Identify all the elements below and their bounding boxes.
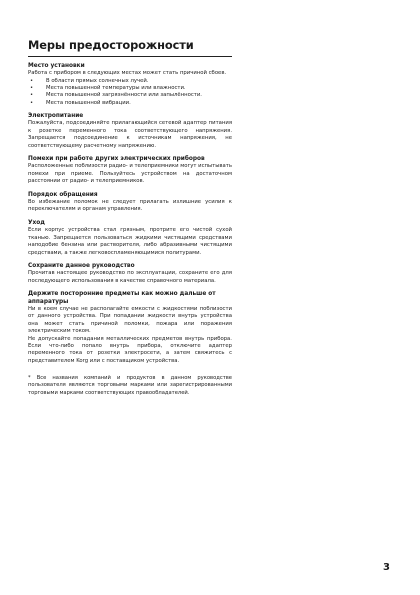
section-keep-manual xyxy=(28,263,232,285)
title-rule xyxy=(28,56,232,57)
page-number: 3 xyxy=(383,562,390,573)
manual-page xyxy=(28,38,232,402)
section-foreign-objects xyxy=(28,291,232,365)
section-text: Пожалуйста, подсоединяйте прилагающийся сетевой адаптер питания к розетке переменного тока соответствующего напряжения. Запрещается подсоединение к источникам напряжения, не соответствующему расчетному напряжению. xyxy=(28,120,232,149)
section-text: Во избежание поломок не следует прилагать излишние усилия к переключателям и органам управления. xyxy=(28,199,232,213)
section-text: Работа с прибором в следующих местах может стать причиной сбоев. xyxy=(28,70,227,77)
section-text: Расположенные поблизости радио- и телеприемники могут испытывать помехи при приеме. Пользуйтесь устройством на достаточном расстоянии от радио- и телеприемников. xyxy=(28,163,232,185)
list-item: • Места повышенной температуры или влажности. xyxy=(28,85,232,92)
section-power xyxy=(28,113,232,150)
section-text: Если корпус устройства стал грязным, протрите его чистой сухой тканью. Запрещается пользоваться жидкими чистящими средствами наподобие бензина или растворителя, либо абразивными чистящими средствами, а также легковоспламеняющимися политурами. xyxy=(28,227,232,256)
section-heading: Место установки xyxy=(28,63,85,69)
section-text: Прочитав настоящее руководство по эксплуатации, сохраните его для последующего использования в качестве справочного материала. xyxy=(28,270,232,284)
section-heading: Электропитание xyxy=(28,113,84,119)
list-item: • Места повышенной вибрации. xyxy=(28,100,232,107)
section-care xyxy=(28,220,232,257)
page-title: Меры предосторожности xyxy=(28,38,194,52)
section-heading: Сохраните данное руководство xyxy=(28,262,135,269)
section-heading: Помехи при работе других электрических приборов xyxy=(28,156,205,163)
section-heading: Порядок обращения xyxy=(28,191,98,198)
section-heading: Уход xyxy=(28,219,45,226)
section-text: Ни в коем случае не располагайте емкости с жидкостями поблизости от данного устройства. При попадании жидкости внутрь устройства она может стать причиной поломки, пожара или поражения электрическим током. xyxy=(28,305,232,335)
footnote: * Все названия компаний и продуктов в данном руководстве пользователя являются торговыми марками или зарегистрированными торговыми марками соответствующих правообладателей. xyxy=(28,375,232,396)
list-item: • В области прямых солнечных лучей. xyxy=(28,78,232,85)
bullet-list xyxy=(28,78,232,107)
section-text: Не допускайте попадания металлических предметов внутрь прибора. Если что-либо попало внутрь прибора, отключите адаптер переменного тока от розетки электросети, а затем свяжитесь с представителем Korg или с поставщиком устройства. xyxy=(28,335,232,364)
section-handling xyxy=(28,192,232,214)
section-placement xyxy=(28,63,232,107)
list-item: • Места повышенной загрязнённости или запылённости. xyxy=(28,92,232,99)
section-interference xyxy=(28,156,232,186)
section-heading: Держите посторонние предметы как можно дальше от аппаратуры xyxy=(28,291,216,305)
